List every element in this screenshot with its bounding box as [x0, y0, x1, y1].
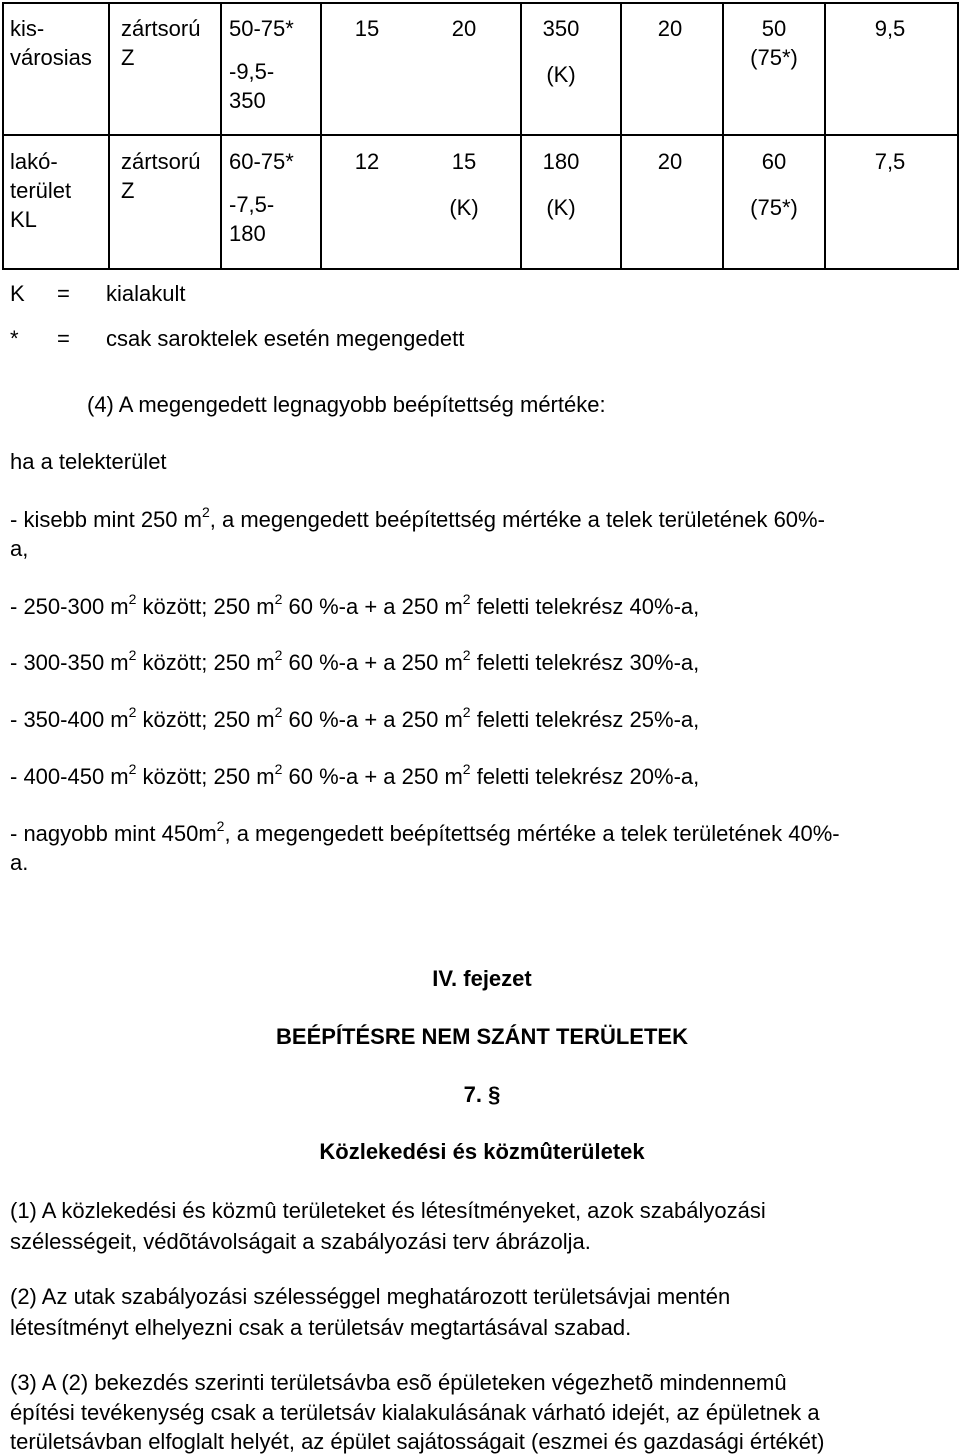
list-item — [10, 819, 840, 848]
superscript: 2 — [462, 590, 471, 607]
text: - 250-300 m — [10, 594, 129, 619]
table-cell — [724, 147, 824, 222]
zoning-table — [2, 2, 959, 270]
table-cell: 9,5 — [874, 16, 906, 41]
paragraph-line: területsávban elfoglalt helyét, az épület sajátosságait (eszmei és gazdasági értékét) — [10, 1429, 825, 1454]
table-border-left — [2, 2, 4, 270]
paragraph-line: építési tevékenység csak a területsáv kialakulásának várható idejét, az épületnek a — [10, 1400, 820, 1425]
chapter-title: BEÉPÍTÉSRE NEM SZÁNT TERÜLETEK — [276, 1024, 688, 1049]
text: - 350-400 m — [10, 707, 129, 732]
list-item-cont: a, — [10, 536, 29, 561]
superscript: 2 — [462, 646, 471, 663]
superscript: 2 — [128, 760, 137, 777]
list-item — [10, 705, 699, 734]
superscript: 2 — [216, 817, 225, 834]
cell-line: 350 — [542, 16, 580, 41]
text: között; 250 m — [136, 650, 275, 675]
table-cell-build-mode — [121, 147, 200, 205]
legend-text: kialakult — [106, 281, 186, 306]
text: - 300-350 m — [10, 650, 129, 675]
text: feletti telekrész 20%-a, — [470, 764, 700, 789]
superscript: 2 — [128, 646, 137, 663]
cell-line: kis- — [10, 16, 45, 41]
list-item — [10, 592, 699, 621]
table-cell-plot — [229, 14, 294, 115]
text: között; 250 m — [136, 594, 275, 619]
table-cell-plot — [229, 147, 294, 248]
cell-line: 50-75* — [229, 16, 294, 41]
condition-line: ha a telekterület — [10, 449, 167, 474]
text: - kisebb mint 250 m — [10, 507, 202, 532]
table-cell: 20 — [451, 16, 477, 41]
table-cell — [522, 147, 600, 222]
table-cell — [522, 14, 600, 89]
superscript: 2 — [462, 703, 471, 720]
chapter-heading: IV. fejezet — [432, 966, 532, 991]
cell-line: (75*) — [750, 195, 798, 220]
legend-equals: = — [57, 326, 70, 351]
text: 60 %-a + a 250 m — [282, 594, 463, 619]
text: 60 %-a + a 250 m — [282, 650, 463, 675]
superscript: 2 — [201, 503, 210, 520]
legend-symbol: K — [10, 281, 25, 306]
table-cell: 20 — [657, 16, 683, 41]
text: - 400-450 m — [10, 764, 129, 789]
paragraph-line: létesítményt elhelyezni csak a területsáv megtartásával szabad. — [10, 1315, 632, 1340]
cell-line: 50 — [761, 16, 787, 41]
text: feletti telekrész 30%-a, — [470, 650, 700, 675]
table-cell-zone — [10, 14, 92, 72]
table-border-top — [2, 2, 959, 4]
text: feletti telekrész 40%-a, — [470, 594, 700, 619]
legend-symbol: * — [10, 326, 19, 351]
table-cell-zone — [10, 147, 71, 234]
superscript: 2 — [128, 590, 137, 607]
paragraph-line: (3) A (2) bekezdés szerinti területsávba esõ épületeken végezhetõ mindennemû — [10, 1370, 787, 1395]
table-cell: 12 — [354, 149, 380, 174]
table-col-divider — [220, 2, 222, 270]
cell-line: (K) — [546, 195, 576, 220]
cell-line: 60 — [761, 149, 787, 174]
table-cell-build-mode — [121, 14, 200, 72]
legend-equals: = — [57, 281, 70, 306]
superscript: 2 — [274, 760, 283, 777]
cell-line: zártsorú — [121, 149, 201, 174]
table-border-right — [957, 2, 959, 270]
table-border-bottom — [2, 268, 959, 270]
text: feletti telekrész 25%-a, — [470, 707, 700, 732]
cell-line: 180 — [229, 221, 266, 246]
cell-line: terület — [10, 178, 72, 203]
cell-line: (K) — [546, 62, 576, 87]
cell-line: (75*) — [750, 45, 798, 70]
list-item — [10, 648, 699, 677]
paragraph-4-heading: (4) A megengedett legnagyobb beépítettség mértéke: — [87, 392, 606, 417]
table-row-divider — [2, 134, 959, 136]
text: - nagyobb mint 450m — [10, 821, 217, 846]
cell-line: Z — [121, 178, 135, 203]
cell-line: 60-75* — [229, 149, 294, 174]
cell-line: lakó- — [10, 149, 58, 174]
table-col-divider — [108, 2, 110, 270]
cell-line: 15 — [451, 149, 477, 174]
table-cell — [724, 14, 824, 72]
superscript: 2 — [128, 703, 137, 720]
text: között; 250 m — [136, 707, 275, 732]
text: között; 250 m — [136, 764, 275, 789]
text: 60 %-a + a 250 m — [282, 764, 463, 789]
cell-line: városias — [10, 45, 92, 70]
cell-line: zártsorú — [121, 16, 201, 41]
superscript: 2 — [274, 703, 283, 720]
list-item — [10, 505, 825, 534]
text: 60 %-a + a 250 m — [282, 707, 463, 732]
table-cell — [412, 147, 516, 222]
superscript: 2 — [274, 590, 283, 607]
section-number: 7. § — [463, 1082, 501, 1107]
table-cell: 15 — [354, 16, 380, 41]
cell-line: -9,5- — [229, 59, 275, 84]
cell-line: 350 — [229, 88, 266, 113]
section-title: Közlekedési és közmûterületek — [319, 1139, 645, 1164]
list-item-cont: a. — [10, 850, 29, 875]
legend-text: csak saroktelek esetén megengedett — [106, 326, 465, 351]
table-cell: 20 — [657, 149, 683, 174]
cell-line: KL — [10, 207, 37, 232]
table-cell: 7,5 — [874, 149, 906, 174]
paragraph-line: szélességeit, védõtávolságait a szabályozási terv ábrázolja. — [10, 1229, 591, 1254]
list-item — [10, 762, 699, 791]
cell-line: 180 — [542, 149, 580, 174]
text: , a megengedett beépítettség mértéke a telek területének 60%- — [209, 507, 825, 532]
paragraph-line: (1) A közlekedési és közmû területeket és létesítményeket, azok szabályozási — [10, 1198, 766, 1223]
cell-line: -7,5- — [229, 192, 275, 217]
text: , a megengedett beépítettség mértéke a telek területének 40%- — [224, 821, 840, 846]
paragraph-line: (2) Az utak szabályozási szélességgel meghatározott területsávjai mentén — [10, 1284, 731, 1309]
cell-line: Z — [121, 45, 135, 70]
superscript: 2 — [274, 646, 283, 663]
cell-line: (K) — [449, 195, 479, 220]
superscript: 2 — [462, 760, 471, 777]
